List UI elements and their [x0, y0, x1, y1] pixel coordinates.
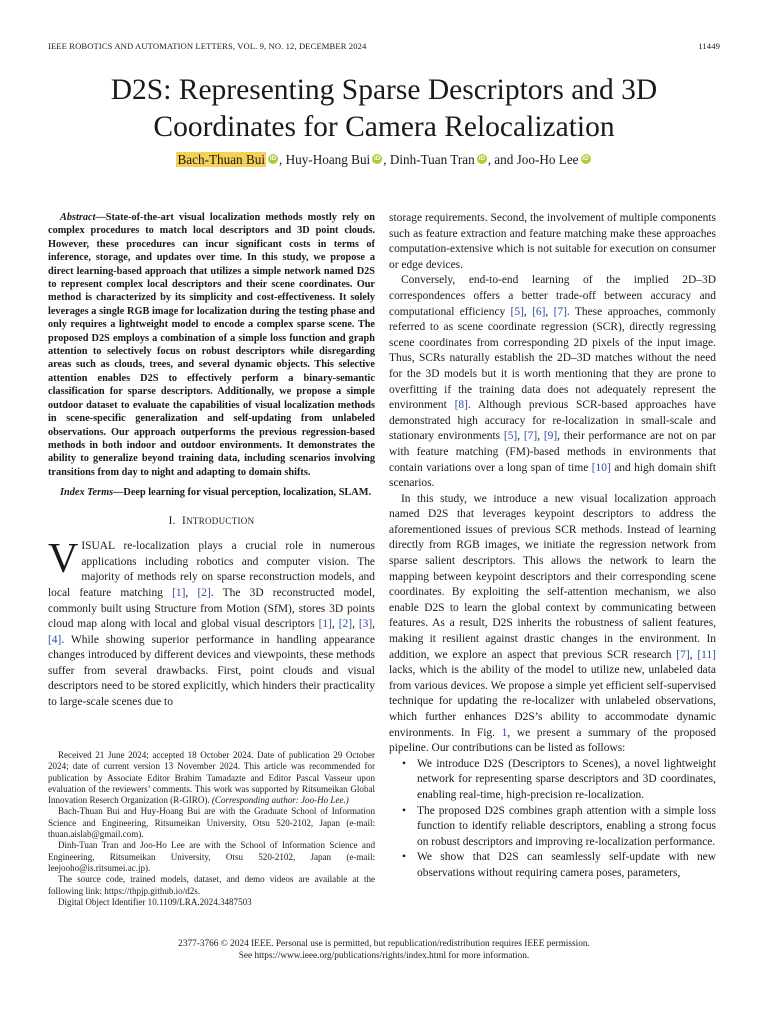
body-text: and high domain shift scenarios.: [389, 461, 716, 490]
page-number: 11449: [698, 41, 720, 51]
intro-paragraph: [48, 536, 376, 711]
body-text: , we present a summary of the proposed pipeline. Our contributions can be listed as follows:: [389, 726, 716, 755]
footnote-received: [48, 750, 375, 806]
body-text: , their performance are not on par with feature matching (FM)-based methods in environments that contain variations over a long span of time: [389, 430, 716, 474]
author-1[interactable]: Bach-Thuan Bui: [177, 152, 265, 167]
corresponding-author: (Corresponding author: Joo-Ho Lee.): [211, 795, 349, 806]
figure-link[interactable]: 1: [501, 726, 508, 739]
list-item: • The proposed D2S combines graph attention with a simple loss function to identify reliable descriptors, enabling a strong focus on robust descriptors and improving re-localization performance.: [389, 804, 716, 851]
intro-text: . The 3D reconstructed model, commonly built using Structure from Motion (SfM), stores 3D points cloud map along with local and global visual descriptors: [48, 586, 375, 631]
intro-text: . While showing superior performance in handling appearance changes introduced by different devices and viewpoints, these methods suffer from several drawbacks. First, point clouds and visual descriptors need to be stored explicitly, which hinders their practicality to large-scale scenes due to: [48, 633, 375, 709]
citation-link[interactable]: [11]: [697, 648, 716, 661]
citation-link[interactable]: [2]: [197, 586, 211, 599]
index-terms-text: Deep learning for visual perception, localization, SLAM.: [123, 487, 372, 499]
index-terms-dash: —: [113, 487, 124, 499]
title-line-2: Coordinates for Camera Relocalization: [153, 111, 615, 143]
separator: ,: [545, 305, 554, 318]
citation-link[interactable]: [3]: [358, 618, 373, 631]
citation-link[interactable]: [2]: [338, 618, 353, 631]
author-2: , Huy-Hoang Bui: [279, 152, 371, 167]
journal-info: IEEE ROBOTICS AND AUTOMATION LETTERS, VOL. 9, NO. 12, DECEMBER 2024: [48, 41, 367, 51]
contribution-list: [389, 757, 716, 882]
footnote-affiliation-2: Dinh-Tuan Tran and Joo-Ho Lee are with the School of Information Science and Engineering, Ritsumeikan University, Otsu 520-2102, Japan (e-mail: leejooho@is.ritsumei.ac.jp).: [48, 840, 375, 873]
citation-link[interactable]: [6]: [532, 305, 546, 318]
abstract-dash: —: [95, 212, 106, 223]
orcid-icon[interactable]: iD: [478, 155, 485, 162]
citation-link[interactable]: [5]: [510, 305, 524, 318]
orcid-icon[interactable]: iD: [269, 155, 277, 162]
separator: ,: [689, 648, 698, 661]
orcid-icon[interactable]: iD: [582, 155, 589, 162]
citation-link[interactable]: [1]: [172, 586, 186, 599]
author-list: [40, 152, 728, 168]
citation-link[interactable]: [10]: [591, 461, 611, 474]
separator: ,: [372, 618, 376, 631]
citation-link[interactable]: [7]: [553, 305, 567, 318]
footnote-affiliation-1: Bach-Thuan Bui and Huy-Hoang Bui are with the Graduate School of Information Science and Engineering, Ritsumeikan University, Otsu 520-2102, Japan (e-mail: thuan.aislab@gmail.com).: [48, 806, 375, 840]
copyright-line-2: See https://www.ieee.org/publications/rights/index.html for more information.: [238, 951, 530, 961]
footnote-text: Received 21 June 2024; accepted 18 October 2024. Date of publication 29 October 2024; date of current version 13 November 2024. This article was recommended for publication by Associate Editor Brahim Tamadazte and Editor Pascal Vasseur upon evaluation of the reviewers’ comments. This work was supported by Ritsumeikan Global Innovation Reserch Organization (R-GIRO).: [48, 750, 375, 806]
separator: ,: [537, 430, 544, 443]
citation-link[interactable]: [5]: [503, 430, 518, 443]
citation-link[interactable]: [9]: [543, 430, 558, 443]
list-item: • We introduce D2S (Descriptors to Scenes), a novel lightweight network for representing sparse descriptors and 3D coordinates, enabling real-time, high-precision re-localization.: [389, 757, 716, 804]
separator: ,: [352, 618, 359, 631]
body-text: . These approaches, commonly referred to as scene coordinate regression (SCR), directly regressing scene coordinates from corresponding 2D pixels of the input image. Thus, SCRs naturally establish the 2D–3D matches without the need for the 3D models but it is worth mentioning that they are prone to overfitting if the training data does not adequately represent the environment: [389, 305, 717, 412]
separator: ,: [331, 618, 339, 631]
separator: ,: [517, 430, 524, 443]
separator: ,: [523, 305, 533, 318]
body-text: In this study, we introduce a new visual localization approach named D2S that leverages keypoint descriptors to address the aforementioned issues of previous SCR methods. Instead of learning directly from RGB images, we initiate the regression network from sparse salient descriptors. This allows the network to learn the mapping between keypoint descriptors and their corresponding scene coordinates. By exploiting the self-attention mechanism, we also enable D2S to learn the global context by communicating between features. As a result, D2S inherits the robustness of salient features, making it resilient against drastic changes in the environment. In addition, we explore an aspect that previous SCR research: [389, 492, 716, 661]
left-column: [48, 211, 375, 711]
body-text: lacks, which is the ability of the model to utilize new, unlabeled data from various devices. We propose a simple yet efficient self-supervised technique for updating the re-localizer with unlabeled observations, which further enhances D2S’s ability to accommodate dynamic environments. In Fig.: [389, 664, 716, 739]
citation-link[interactable]: [1]: [318, 618, 332, 631]
body-paragraph: [389, 273, 716, 491]
body-text: Conversely, end-to-end learning of the implied 2D–3D correspondences offers a better trade-off between accuracy and computational efficiency: [389, 274, 716, 318]
title-line-1: D2S: Representing Sparse Descriptors and 3D: [110, 74, 658, 106]
author-3: , Dinh-Tuan Tran: [383, 152, 475, 167]
orcid-icon[interactable]: iD: [373, 155, 381, 162]
separator: ,: [185, 586, 198, 599]
index-terms: [48, 486, 375, 499]
copyright-notice: [48, 938, 720, 962]
right-column: [389, 211, 716, 882]
abstract-text: State-of-the-art visual localization methods mostly rely on complex procedures to match local descriptors and 3D point clouds. However, these procedures can incur significant costs in terms of inference, storage, and updates over time. In this study, we propose a direct learning-based approach that utilizes a simple network named D2S to represent complex local descriptors and their scene coordinates. Our method is characterized by its simplicity and cost-effectiveness. It solely leverages a single RGB image for localization during the testing phase and only requires a lightweight model to encode a complex sparse scene. The proposed D2S employs a combination of a simple loss function and graph attention to selectively focus on robust descriptors while disregarding areas such as clouds, trees, and several dynamic objects. This selective attention enables D2S to effectively perform a binary-semantic classification for sparse descriptors. Additionally, we propose a simple outdoor dataset to evaluate the capabilities of visual localization methods in scene-specific generalization and self-updating from unlabeled observations. Our approach outperforms the previous regression-based methods in both indoor and outdoor environments. It demonstrates the ability to generalize beyond training data, including scenarios involving transitions from day to night and adapting to domain shifts.: [48, 212, 375, 478]
body-paragraph: storage requirements. Second, the involvement of multiple components such as feature extraction and feature matching make these approaches computation-extensive which is not suitable for execution on consumer or edge devices.: [389, 212, 716, 271]
abstract-label: Abstract: [60, 212, 96, 223]
section-title-rest: NTRODUCTION: [186, 515, 255, 526]
footnote-doi: Digital Object Identifier 10.1109/LRA.2024.3487503: [58, 896, 252, 907]
body-text: . Although previous SCR-based approaches have demonstrated high accuracy for re-localization in small-scale and stationary environments: [389, 399, 716, 443]
footnote-code-link: The source code, trained models, dataset, and demo videos are available at the following link: https://thpjp.github.io/d2s.: [48, 874, 375, 896]
copyright-line-1: 2377-3766 © 2024 IEEE. Personal use is permitted, but republication/redistribution requires IEEE permission.: [178, 939, 590, 949]
index-terms-label: Index Terms: [60, 487, 114, 499]
citation-link[interactable]: [7]: [523, 430, 538, 443]
citation-link[interactable]: [7]: [676, 648, 690, 661]
abstract: [48, 211, 375, 479]
author-4: , and Joo-Ho Lee: [487, 152, 579, 167]
citation-link[interactable]: [8]: [454, 399, 468, 412]
paper-title: [40, 72, 728, 146]
intro-text: ISUAL re-localization plays a crucial role in numerous applications including robotics and computer vision. The majority of methods rely on sparse reconstruction models, and local feature matching: [48, 540, 375, 599]
section-title-cap: I: [182, 514, 187, 527]
section-heading-introduction: [48, 514, 375, 530]
citation-link[interactable]: [4]: [48, 633, 62, 646]
list-item: • We show that D2S can seamlessly self-update with new observations without requiring camera poses, parameters,: [389, 850, 716, 881]
body-paragraph: [389, 492, 716, 757]
footnotes: [48, 750, 375, 908]
drop-cap: V: [48, 536, 79, 583]
section-number: I.: [168, 514, 176, 527]
running-head: [48, 41, 720, 51]
